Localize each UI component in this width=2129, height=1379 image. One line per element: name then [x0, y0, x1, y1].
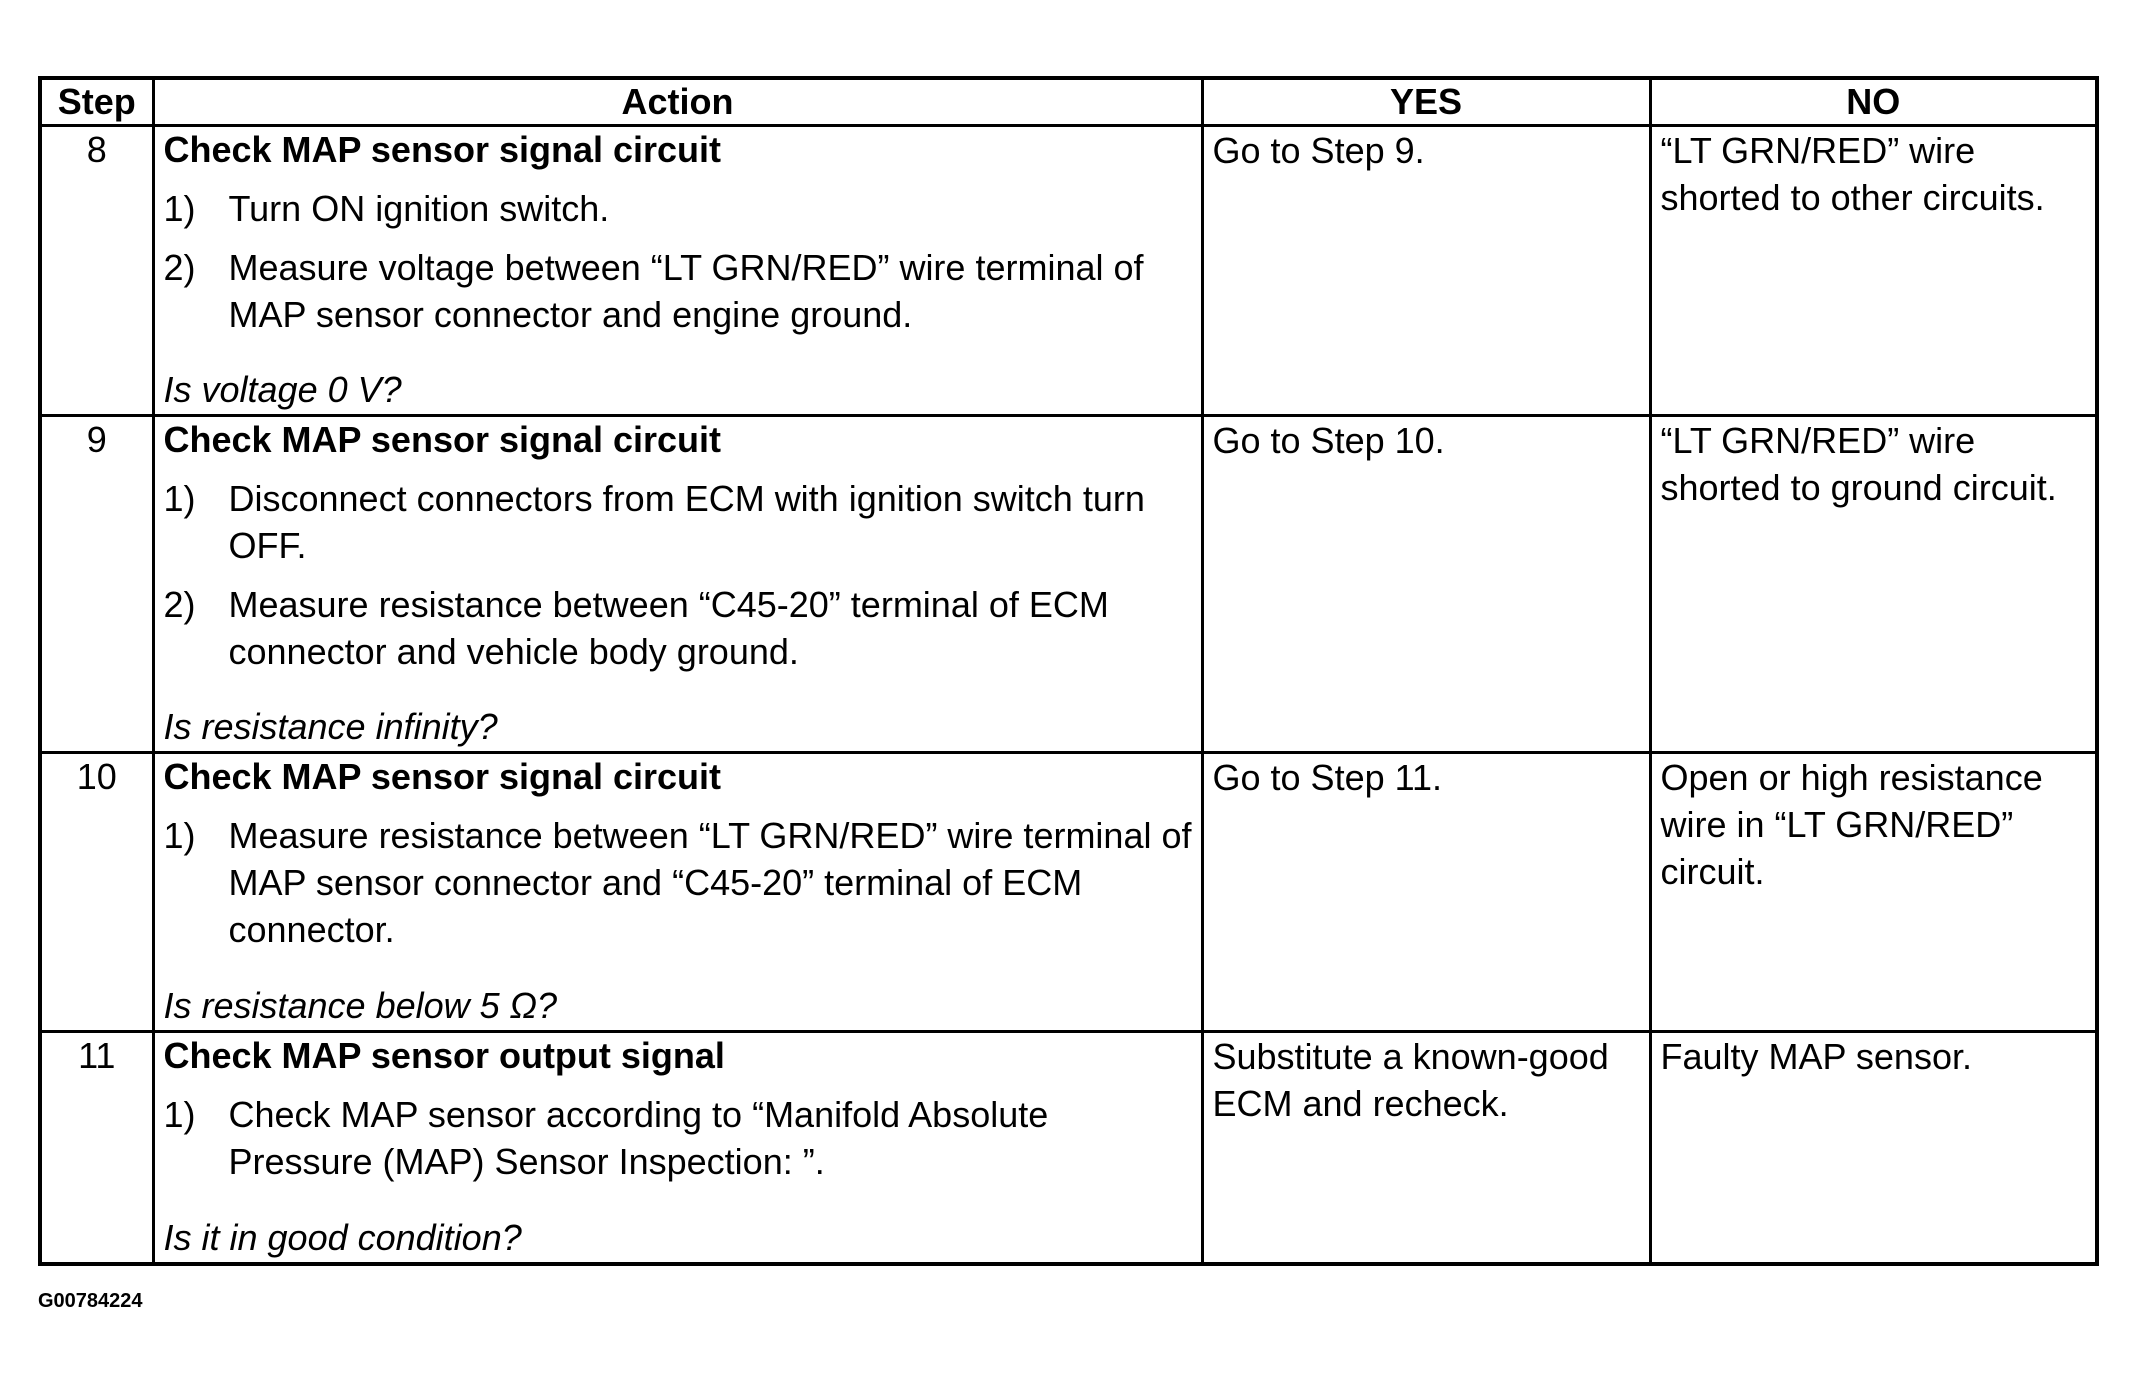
substep — [164, 475, 1193, 569]
table-row — [40, 1032, 2097, 1264]
table-row — [40, 126, 2097, 416]
yes-result: Go to Step 9. — [1202, 126, 1650, 416]
substep — [164, 581, 1193, 675]
step-number: 8 — [40, 126, 153, 416]
substep-text: Disconnect connectors from ECM with ignition switch turn OFF. — [228, 478, 1145, 566]
header-action: Action — [153, 78, 1202, 126]
substep-text: Measure resistance between “C45-20” terminal of ECM connector and vehicle body ground. — [228, 584, 1109, 672]
substep-number: 1) — [163, 188, 196, 229]
substep-text: Turn ON ignition switch. — [228, 188, 610, 229]
substep-number: 1) — [163, 815, 196, 856]
substep-number: 1) — [163, 478, 196, 519]
yes-result: Go to Step 11. — [1202, 753, 1650, 1032]
no-result: “LT GRN/RED” wire shorted to ground circuit. — [1650, 416, 2097, 753]
substep-text: Measure resistance between “LT GRN/RED” wire terminal of MAP sensor connector and “C45-20” terminal of ECM connector. — [228, 815, 1192, 950]
table-row — [40, 416, 2097, 753]
step-number: 10 — [40, 753, 153, 1032]
action-cell — [153, 416, 1202, 753]
header-no: NO — [1650, 78, 2097, 126]
action-cell — [153, 126, 1202, 416]
yes-result: Substitute a known-good ECM and recheck. — [1202, 1032, 1650, 1264]
step-number: 11 — [40, 1032, 153, 1264]
action-title: Check MAP sensor signal circuit — [163, 129, 722, 170]
step-number: 9 — [40, 416, 153, 753]
substep-number: 1) — [163, 1094, 196, 1135]
substep — [164, 1091, 1193, 1185]
substep — [164, 244, 1193, 338]
figure-code: G00784224 — [38, 1290, 143, 1312]
yes-result: Go to Step 10. — [1202, 416, 1650, 753]
substep-text: Check MAP sensor according to “Manifold Absolute Pressure (MAP) Sensor Inspection: ”. — [228, 1094, 1049, 1182]
action-title: Check MAP sensor output signal — [163, 1035, 725, 1076]
table-row — [40, 753, 2097, 1032]
action-title: Check MAP sensor signal circuit — [163, 419, 722, 460]
substep-number: 2) — [163, 247, 196, 288]
header-step: Step — [40, 78, 153, 126]
action-cell — [153, 1032, 1202, 1264]
substep-number: 2) — [163, 584, 196, 625]
substep-text: Measure voltage between “LT GRN/RED” wire terminal of MAP sensor connector and engine ground. — [228, 247, 1144, 335]
check-question: Is it in good condition? — [163, 1216, 522, 1258]
action-cell — [153, 753, 1202, 1032]
action-title: Check MAP sensor signal circuit — [163, 756, 722, 797]
check-question: Is resistance infinity? — [163, 706, 498, 747]
diagnostic-table — [38, 76, 2099, 1266]
check-question: Is voltage 0 V? — [163, 369, 402, 410]
table-header-row — [40, 78, 2097, 126]
no-result: “LT GRN/RED” wire shorted to other circuits. — [1650, 126, 2097, 416]
check-question: Is resistance below 5 Ω? — [163, 985, 558, 1026]
no-result: Open or high resistance wire in “LT GRN/RED” circuit. — [1650, 753, 2097, 1032]
substep — [164, 185, 1193, 232]
no-result: Faulty MAP sensor. — [1650, 1032, 2097, 1264]
header-yes: YES — [1202, 78, 1650, 126]
substep — [164, 812, 1193, 953]
